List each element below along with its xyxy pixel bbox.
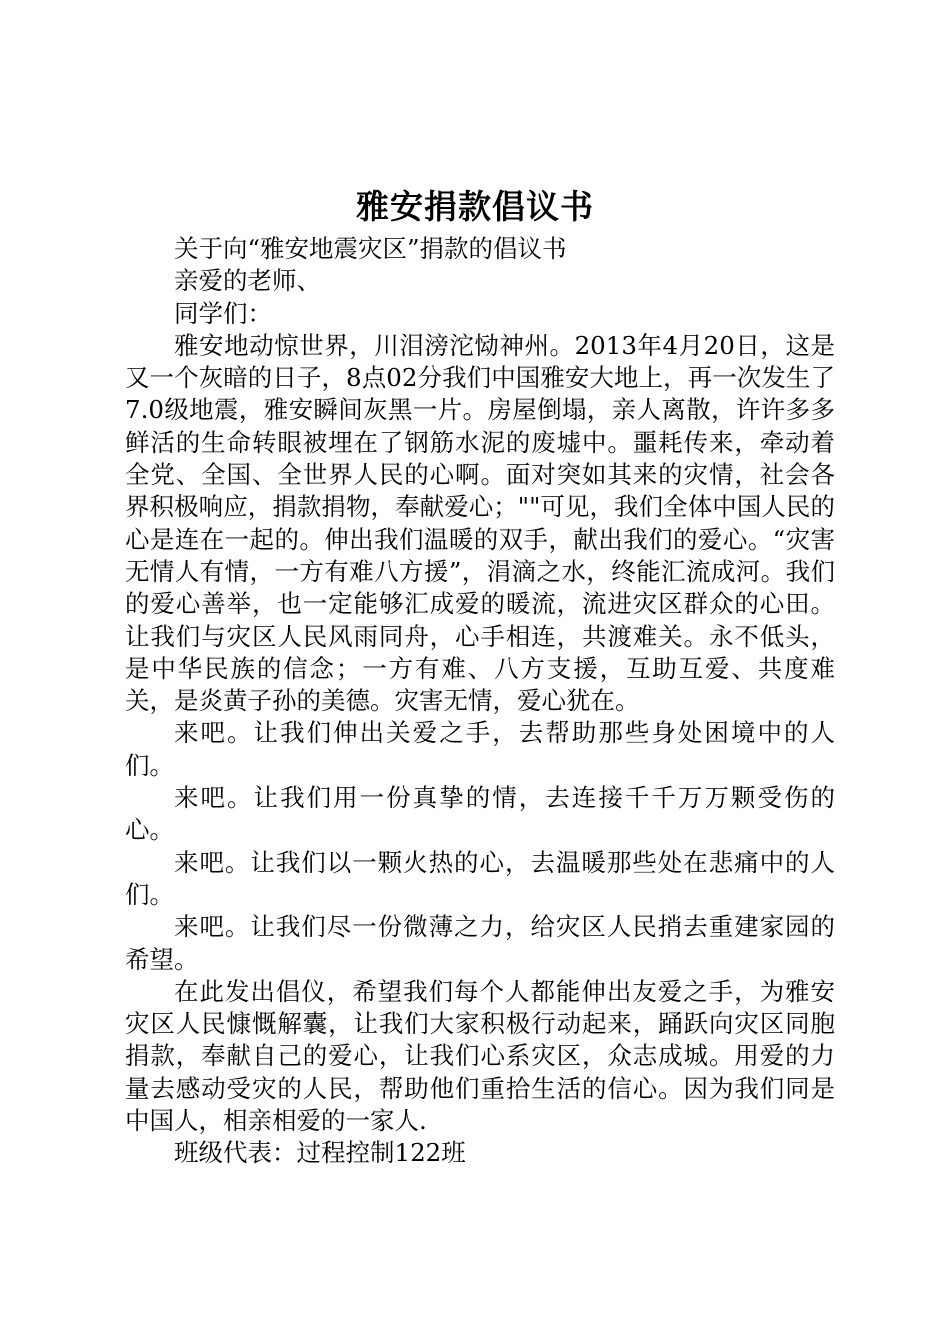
body-paragraph: 雅安地动惊世界，川泪滂沱恸神州。2013年4月20日，这是又一个灰暗的日子，8点02分我们中国雅安大地上，再一次发生了7.0级地震，雅安瞬间灰黑一片。房屋倒塌，亲人离散，许许多多鲜活的生命转眼被埋在了钢筋水泥的废墟中。噩耗传来，牵动着全党、全国、全世界人民的心啊。面对突如其来的灾情，社会各界积极响应，捐款捐物，奉献爱心；""可见，我们全体中国人民的心是连在一起的。伸出我们温暖的双手，献出我们的爱心。“灾害无情人有情，一方有难八方援”，涓滴之水，终能汇流成河。我们的爱心善举，也一定能够汇成爱的暖流，流进灾区群众的心田。让我们与灾区人民风雨同舟，心手相连，共渡难关。永不低头，是中华民族的信念；一方有难、八方支援，互助互爱、共度难关，是炎黄子孙的美德。灾害无情，爱心犹在。 bbox=[125, 330, 835, 716]
body-paragraph: 在此发出倡仪，希望我们每个人都能伸出友爱之手，为雅安灾区人民慷慨解囊，让我们大家积极行动起来，踊跃向灾区同胞捐款，奉献自己的爱心，让我们心系灾区，众志成城。用爱的力量去感动受灾的人民，帮助他们重拾生活的信心。因为我们同是中国人，相亲相爱的一家人. bbox=[125, 976, 835, 1136]
body-paragraph: 来吧。让我们尽一份微薄之力，给灾区人民捎去重建家园的希望。 bbox=[125, 912, 835, 974]
subject-line: 关于向“雅安地震灾区”捐款的倡议书 bbox=[174, 234, 567, 263]
salutation-teachers: 亲爱的老师、 bbox=[174, 266, 321, 296]
body-paragraph: 来吧。让我们以一颗火热的心，去温暖那些处在悲痛中的人们。 bbox=[125, 847, 835, 909]
salutation-students: 同学们： bbox=[174, 298, 272, 328]
document-title: 雅安捐款倡议书 bbox=[356, 187, 594, 226]
body-paragraph: 来吧。让我们用一份真挚的情，去连接千千万万颗受伤的心。 bbox=[125, 783, 835, 845]
document-body bbox=[125, 233, 835, 1170]
signature-line: 班级代表：过程控制122班 bbox=[174, 1138, 466, 1168]
body-paragraph: 来吧。让我们伸出关爱之手，去帮助那些身处困境中的人们。 bbox=[125, 718, 835, 780]
